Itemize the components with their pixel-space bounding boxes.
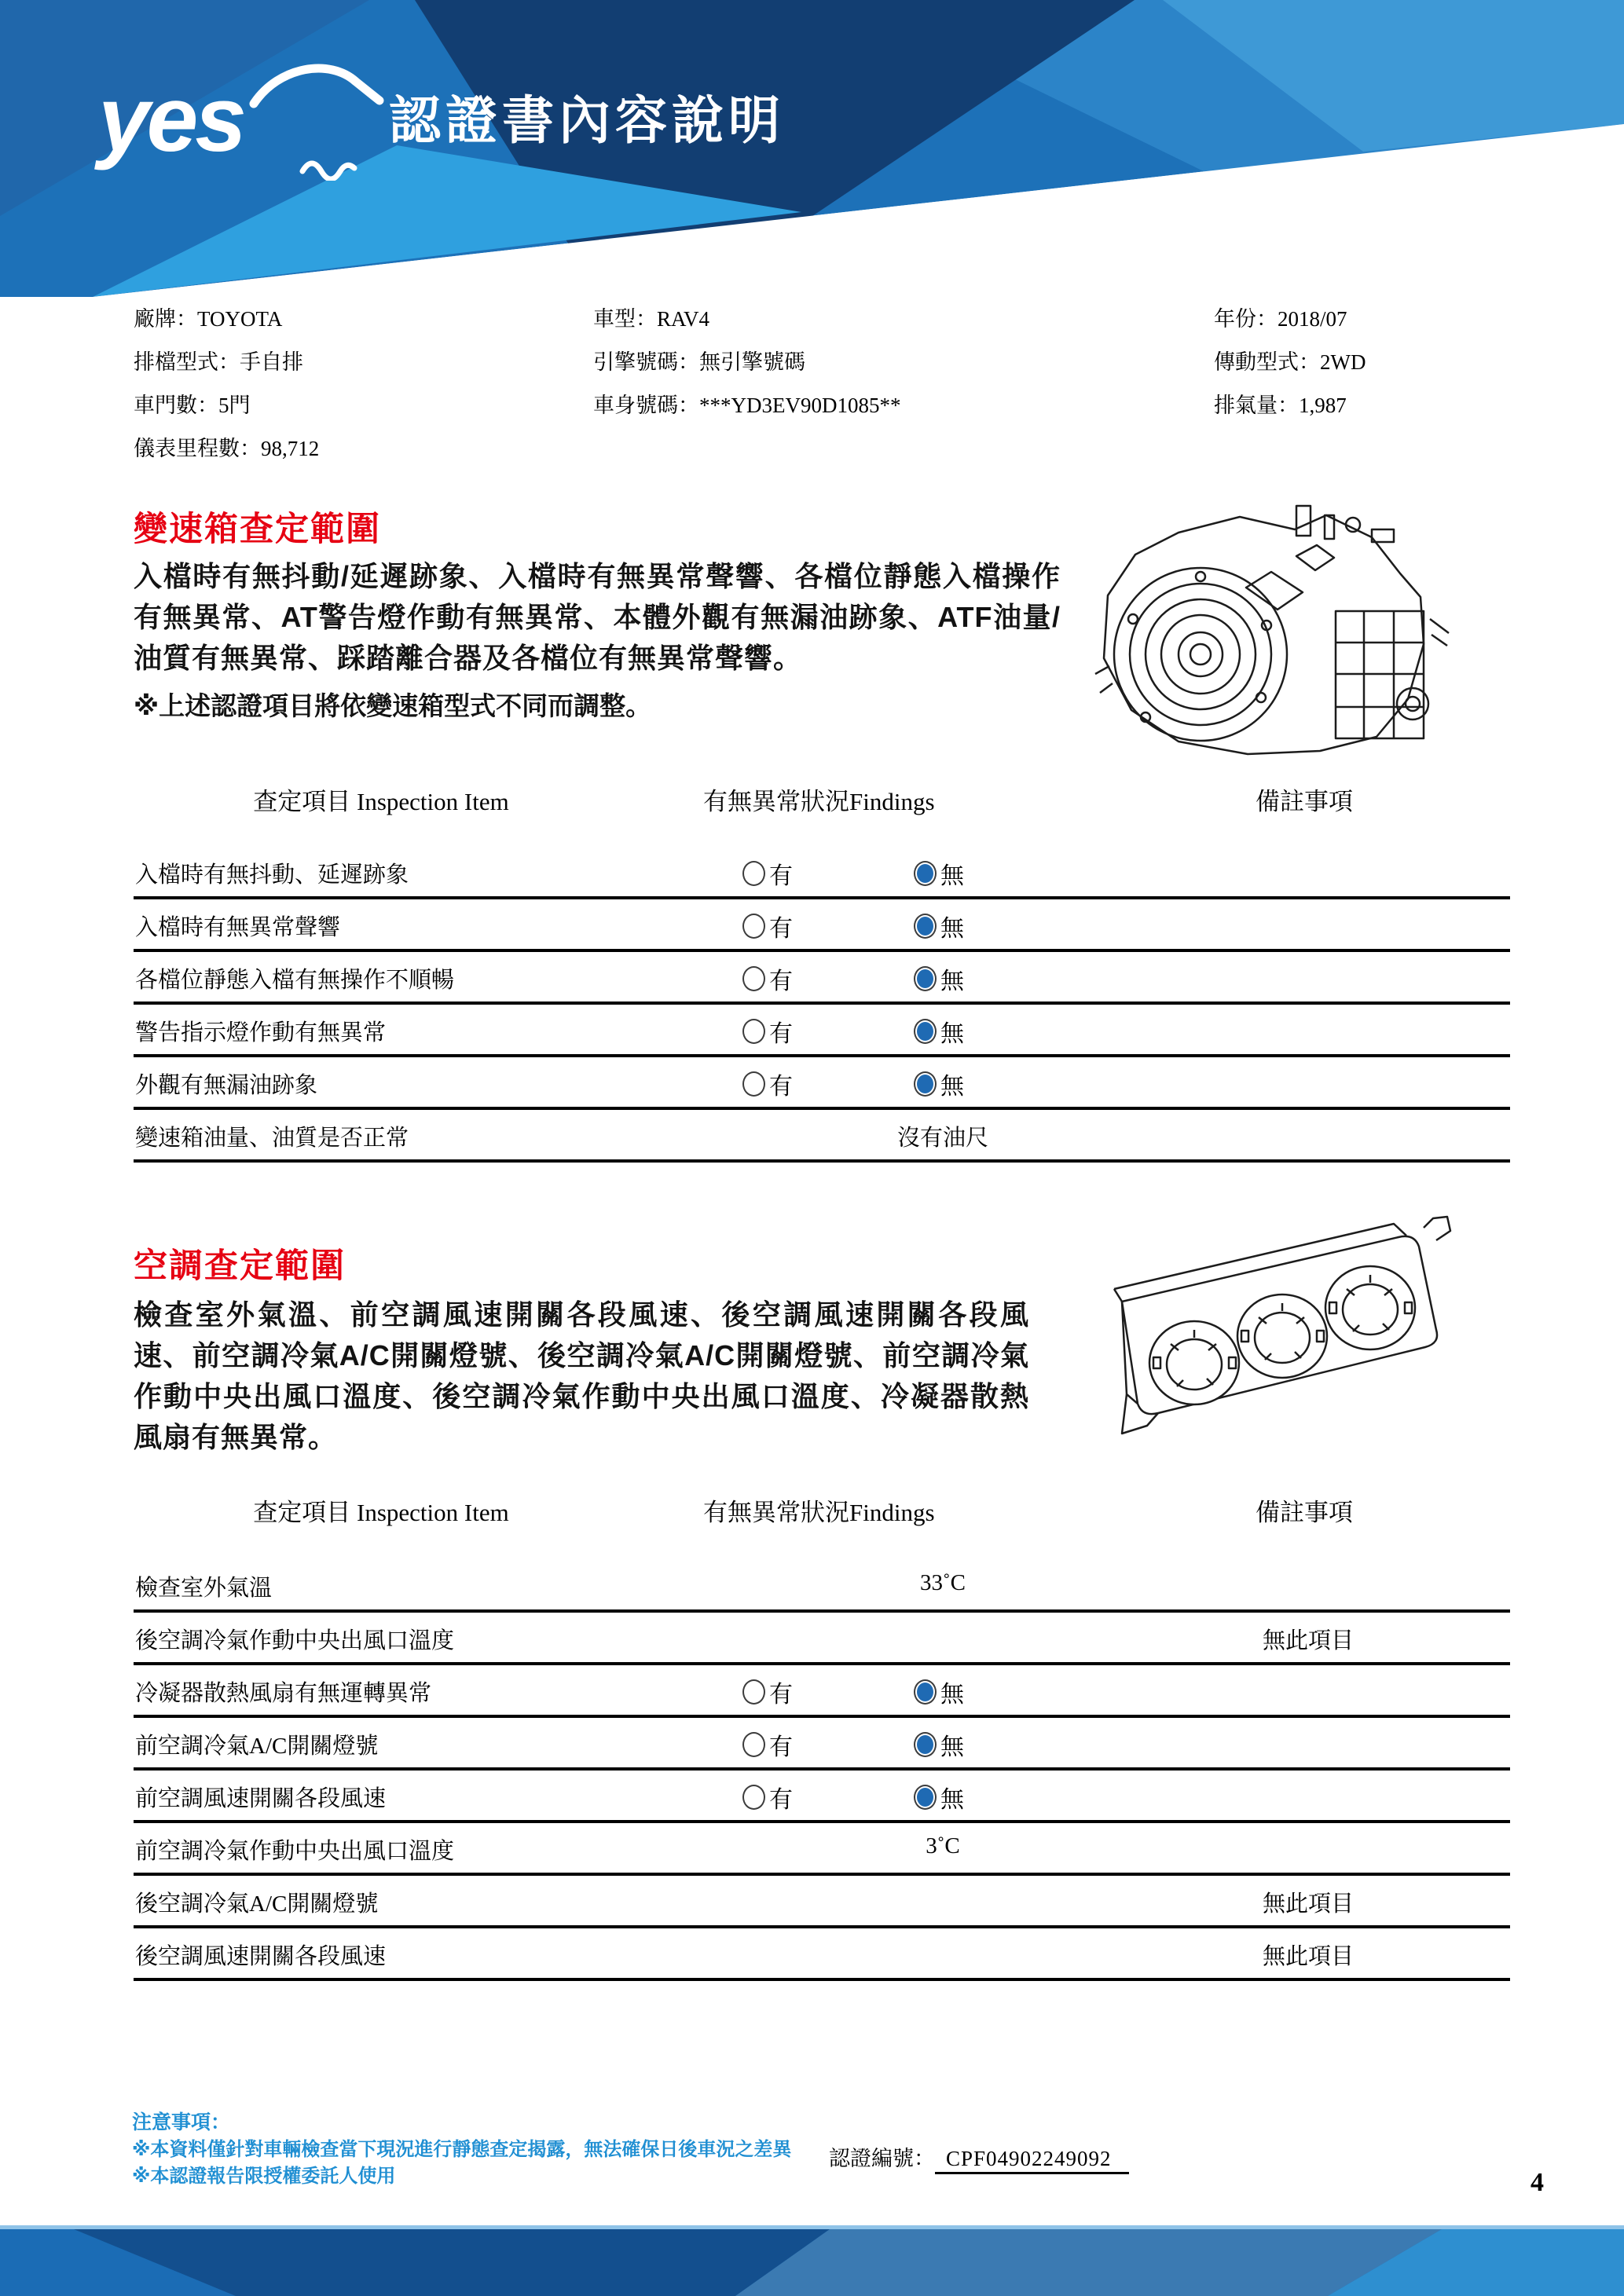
col-header-inspection-item: 查定項目 Inspection Item [253, 1499, 509, 1526]
radio-no-circle[interactable] [914, 966, 937, 991]
certificate-number-field [829, 2141, 1129, 2172]
ac-control-panel-illustration [1098, 1214, 1460, 1461]
info-displacement: 排氣量：1,987 [1214, 394, 1347, 417]
table-row [134, 1057, 1510, 1110]
section-transmission-title: 變速箱查定範圍 [134, 511, 381, 548]
radio-yes-circle[interactable] [742, 1785, 765, 1810]
radio-yes-label: 有 [769, 1734, 793, 1760]
inspection-item-label: 入檔時有無抖動、延遲跡象 [135, 862, 409, 888]
vehicle-info-col2 [593, 303, 901, 433]
radio-yes-circle[interactable] [742, 1019, 765, 1044]
radio-no-label: 無 [940, 1074, 964, 1100]
certificate-number-label: 認證編號： [829, 2147, 935, 2170]
radio-no[interactable] [914, 1727, 964, 1762]
page-number: 4 [1531, 2168, 1544, 2197]
radio-no-circle[interactable] [914, 1071, 937, 1097]
radio-yes-circle[interactable] [742, 966, 765, 991]
info-drivetrain: 傳動型式：2WD [1214, 350, 1366, 374]
info-door-count: 車門數：5門 [134, 394, 251, 417]
radio-no[interactable] [914, 1067, 964, 1101]
radio-yes-circle[interactable] [742, 1071, 765, 1097]
info-model: 車型：RAV4 [593, 307, 710, 331]
table-row [134, 1613, 1510, 1665]
table-row [134, 1771, 1510, 1823]
col-header-remarks: 備註事項 [1256, 1499, 1353, 1526]
col-header-findings: 有無異常狀況Findings [703, 788, 935, 815]
ac-table-header [134, 1492, 1510, 1529]
table-row [134, 1876, 1510, 1928]
findings-radio-group [742, 1727, 964, 1762]
radio-yes-circle[interactable] [742, 914, 765, 939]
col-header-inspection-item: 查定項目 Inspection Item [253, 788, 509, 815]
car-silhouette-icon [247, 55, 389, 134]
findings-radio-group [742, 856, 964, 891]
radio-no[interactable] [914, 961, 964, 996]
section-ac-description: 檢查室外氣溫、前空調風速開關各段風速、後空調風速開關各段風速、前空調冷氣A/C開關燈號、後空調冷氣A/C開關燈號、前空調冷氣作動中央出風口溫度、後空調冷氣作動中央出風口溫度、冷凝器散熱風扇有無異常。 [134, 1298, 1029, 1453]
radio-yes-label: 有 [769, 1074, 793, 1100]
transmission-table-header [134, 782, 1510, 818]
radio-no-circle[interactable] [914, 1019, 937, 1044]
radio-yes-label: 有 [769, 1021, 793, 1047]
page-title: 認證書內容說明 [389, 91, 785, 149]
radio-no-label: 無 [940, 1682, 964, 1708]
radio-yes-label: 有 [769, 916, 793, 942]
certificate-number-value: CPF04902249092 [935, 2147, 1129, 2174]
inspection-item-label: 變速箱油量、油質是否正常 [135, 1126, 409, 1151]
inspection-item-label: 後空調冷氣A/C開關燈號 [135, 1891, 379, 1917]
info-gearbox-type: 排檔型式：手自排 [134, 350, 303, 374]
radio-no[interactable] [914, 1780, 964, 1814]
transmission-illustration [1061, 501, 1461, 760]
radio-yes[interactable] [742, 1780, 793, 1814]
section-transmission-note: ※上述認證項目將依變速箱型式不同而調整。 [134, 691, 652, 720]
findings-radio-group [742, 1675, 964, 1709]
inspection-item-label: 冷凝器散熱風扇有無運轉異常 [135, 1681, 432, 1706]
finding-value: 沒有油尺 [896, 1126, 988, 1151]
table-row [134, 1005, 1510, 1057]
col-header-remarks: 備註事項 [1256, 788, 1353, 815]
table-row [134, 1110, 1510, 1163]
radio-yes-label: 有 [769, 1682, 793, 1708]
radio-no-circle[interactable] [914, 1679, 937, 1705]
inspection-item-label: 後空調風速開關各段風速 [135, 1944, 387, 1969]
info-odometer: 儀表里程數：98,712 [134, 437, 320, 460]
radio-no[interactable] [914, 1014, 964, 1049]
inspection-item-label: 前空調冷氣A/C開關燈號 [135, 1734, 379, 1759]
radio-yes-circle[interactable] [742, 861, 765, 886]
inspection-item-label: 警告指示燈作動有無異常 [135, 1020, 387, 1045]
finding-value: 33˚C [920, 1570, 966, 1595]
radio-yes-circle[interactable] [742, 1679, 765, 1705]
radio-yes[interactable] [742, 1727, 793, 1762]
finding-value: 3˚C [926, 1833, 960, 1858]
vehicle-info-col1 [134, 303, 319, 476]
radio-no[interactable] [914, 909, 964, 943]
radio-yes[interactable] [742, 856, 793, 891]
footer-banner-art [0, 2225, 1624, 2296]
radio-no-label: 無 [940, 1734, 964, 1760]
radio-yes-label: 有 [769, 863, 793, 889]
radio-no-circle[interactable] [914, 914, 937, 939]
findings-radio-group [742, 961, 964, 996]
section-transmission-description: 入檔時有無抖動/延遲跡象、入檔時有無異常聲響、各檔位靜態入檔操作有無異常、AT警告燈作動有無異常、本體外觀有無漏油跡象、ATF油量/油質有無異常、踩踏離合器及各檔位有無異常聲響。 [134, 560, 1061, 674]
inspection-item-label: 後空調冷氣作動中央出風口溫度 [135, 1628, 455, 1653]
table-row [134, 1928, 1510, 1981]
radio-no-circle[interactable] [914, 1785, 937, 1810]
inspection-item-label: 入檔時有無異常聲響 [135, 915, 341, 940]
radio-no-circle[interactable] [914, 1732, 937, 1757]
radio-yes[interactable] [742, 1067, 793, 1101]
table-row [134, 1665, 1510, 1718]
col-header-findings: 有無異常狀況Findings [703, 1499, 935, 1526]
radio-yes[interactable] [742, 961, 793, 996]
findings-radio-group [742, 909, 964, 943]
inspection-item-label: 各檔位靜態入檔有無操作不順暢 [135, 968, 455, 993]
section-ac-title: 空調查定範圍 [134, 1247, 346, 1285]
info-year: 年份：2018/07 [1214, 307, 1347, 331]
radio-no-circle[interactable] [914, 861, 937, 886]
table-row [134, 952, 1510, 1005]
table-row [134, 847, 1510, 899]
notice-line-2: ※本認證報告限授權委託人使用 [132, 2166, 396, 2187]
inspection-item-label: 檢查室外氣溫 [135, 1576, 273, 1601]
remark-value: 無此項目 [1262, 1628, 1354, 1653]
notice-title: 注意事項： [132, 2111, 231, 2133]
table-row [134, 1823, 1510, 1876]
inspection-item-label: 前空調冷氣作動中央出風口溫度 [135, 1839, 455, 1864]
radio-yes-label: 有 [769, 969, 793, 994]
radio-no-label: 無 [940, 969, 964, 994]
findings-radio-group [742, 1014, 964, 1049]
info-engine-number: 引擎號碼：無引擎號碼 [593, 350, 805, 374]
info-brand: 廠牌：TOYOTA [134, 307, 283, 331]
info-vin: 車身號碼：***YD3EV90D1085** [593, 394, 901, 417]
radio-no[interactable] [914, 856, 964, 891]
radio-no-label: 無 [940, 1021, 964, 1047]
radio-no-label: 無 [940, 1787, 964, 1813]
radio-no-label: 無 [940, 863, 964, 889]
table-row [134, 899, 1510, 952]
radio-yes-circle[interactable] [742, 1732, 765, 1757]
notice-line-1: ※本資料僅針對車輛檢查當下現況進行靜態查定揭露，無法確保日後車況之差異 [132, 2139, 792, 2160]
inspection-item-label: 外觀有無漏油跡象 [135, 1073, 318, 1098]
logo-wave-icon [299, 149, 369, 181]
remark-value: 無此項目 [1262, 1891, 1354, 1917]
inspection-item-label: 前空調風速開關各段風速 [135, 1786, 387, 1811]
table-row [134, 1718, 1510, 1771]
radio-no-label: 無 [940, 916, 964, 942]
yes-logo [98, 64, 381, 182]
remark-value: 無此項目 [1262, 1944, 1354, 1969]
findings-radio-group [742, 1780, 964, 1814]
radio-yes[interactable] [742, 1675, 793, 1709]
table-row [134, 1560, 1510, 1613]
vehicle-info-col3 [1214, 303, 1366, 433]
findings-radio-group [742, 1067, 964, 1101]
radio-no[interactable] [914, 1675, 964, 1709]
radio-yes-label: 有 [769, 1787, 793, 1813]
radio-yes[interactable] [742, 1014, 793, 1049]
radio-yes[interactable] [742, 909, 793, 943]
yes-logo-text: yes [98, 68, 244, 171]
